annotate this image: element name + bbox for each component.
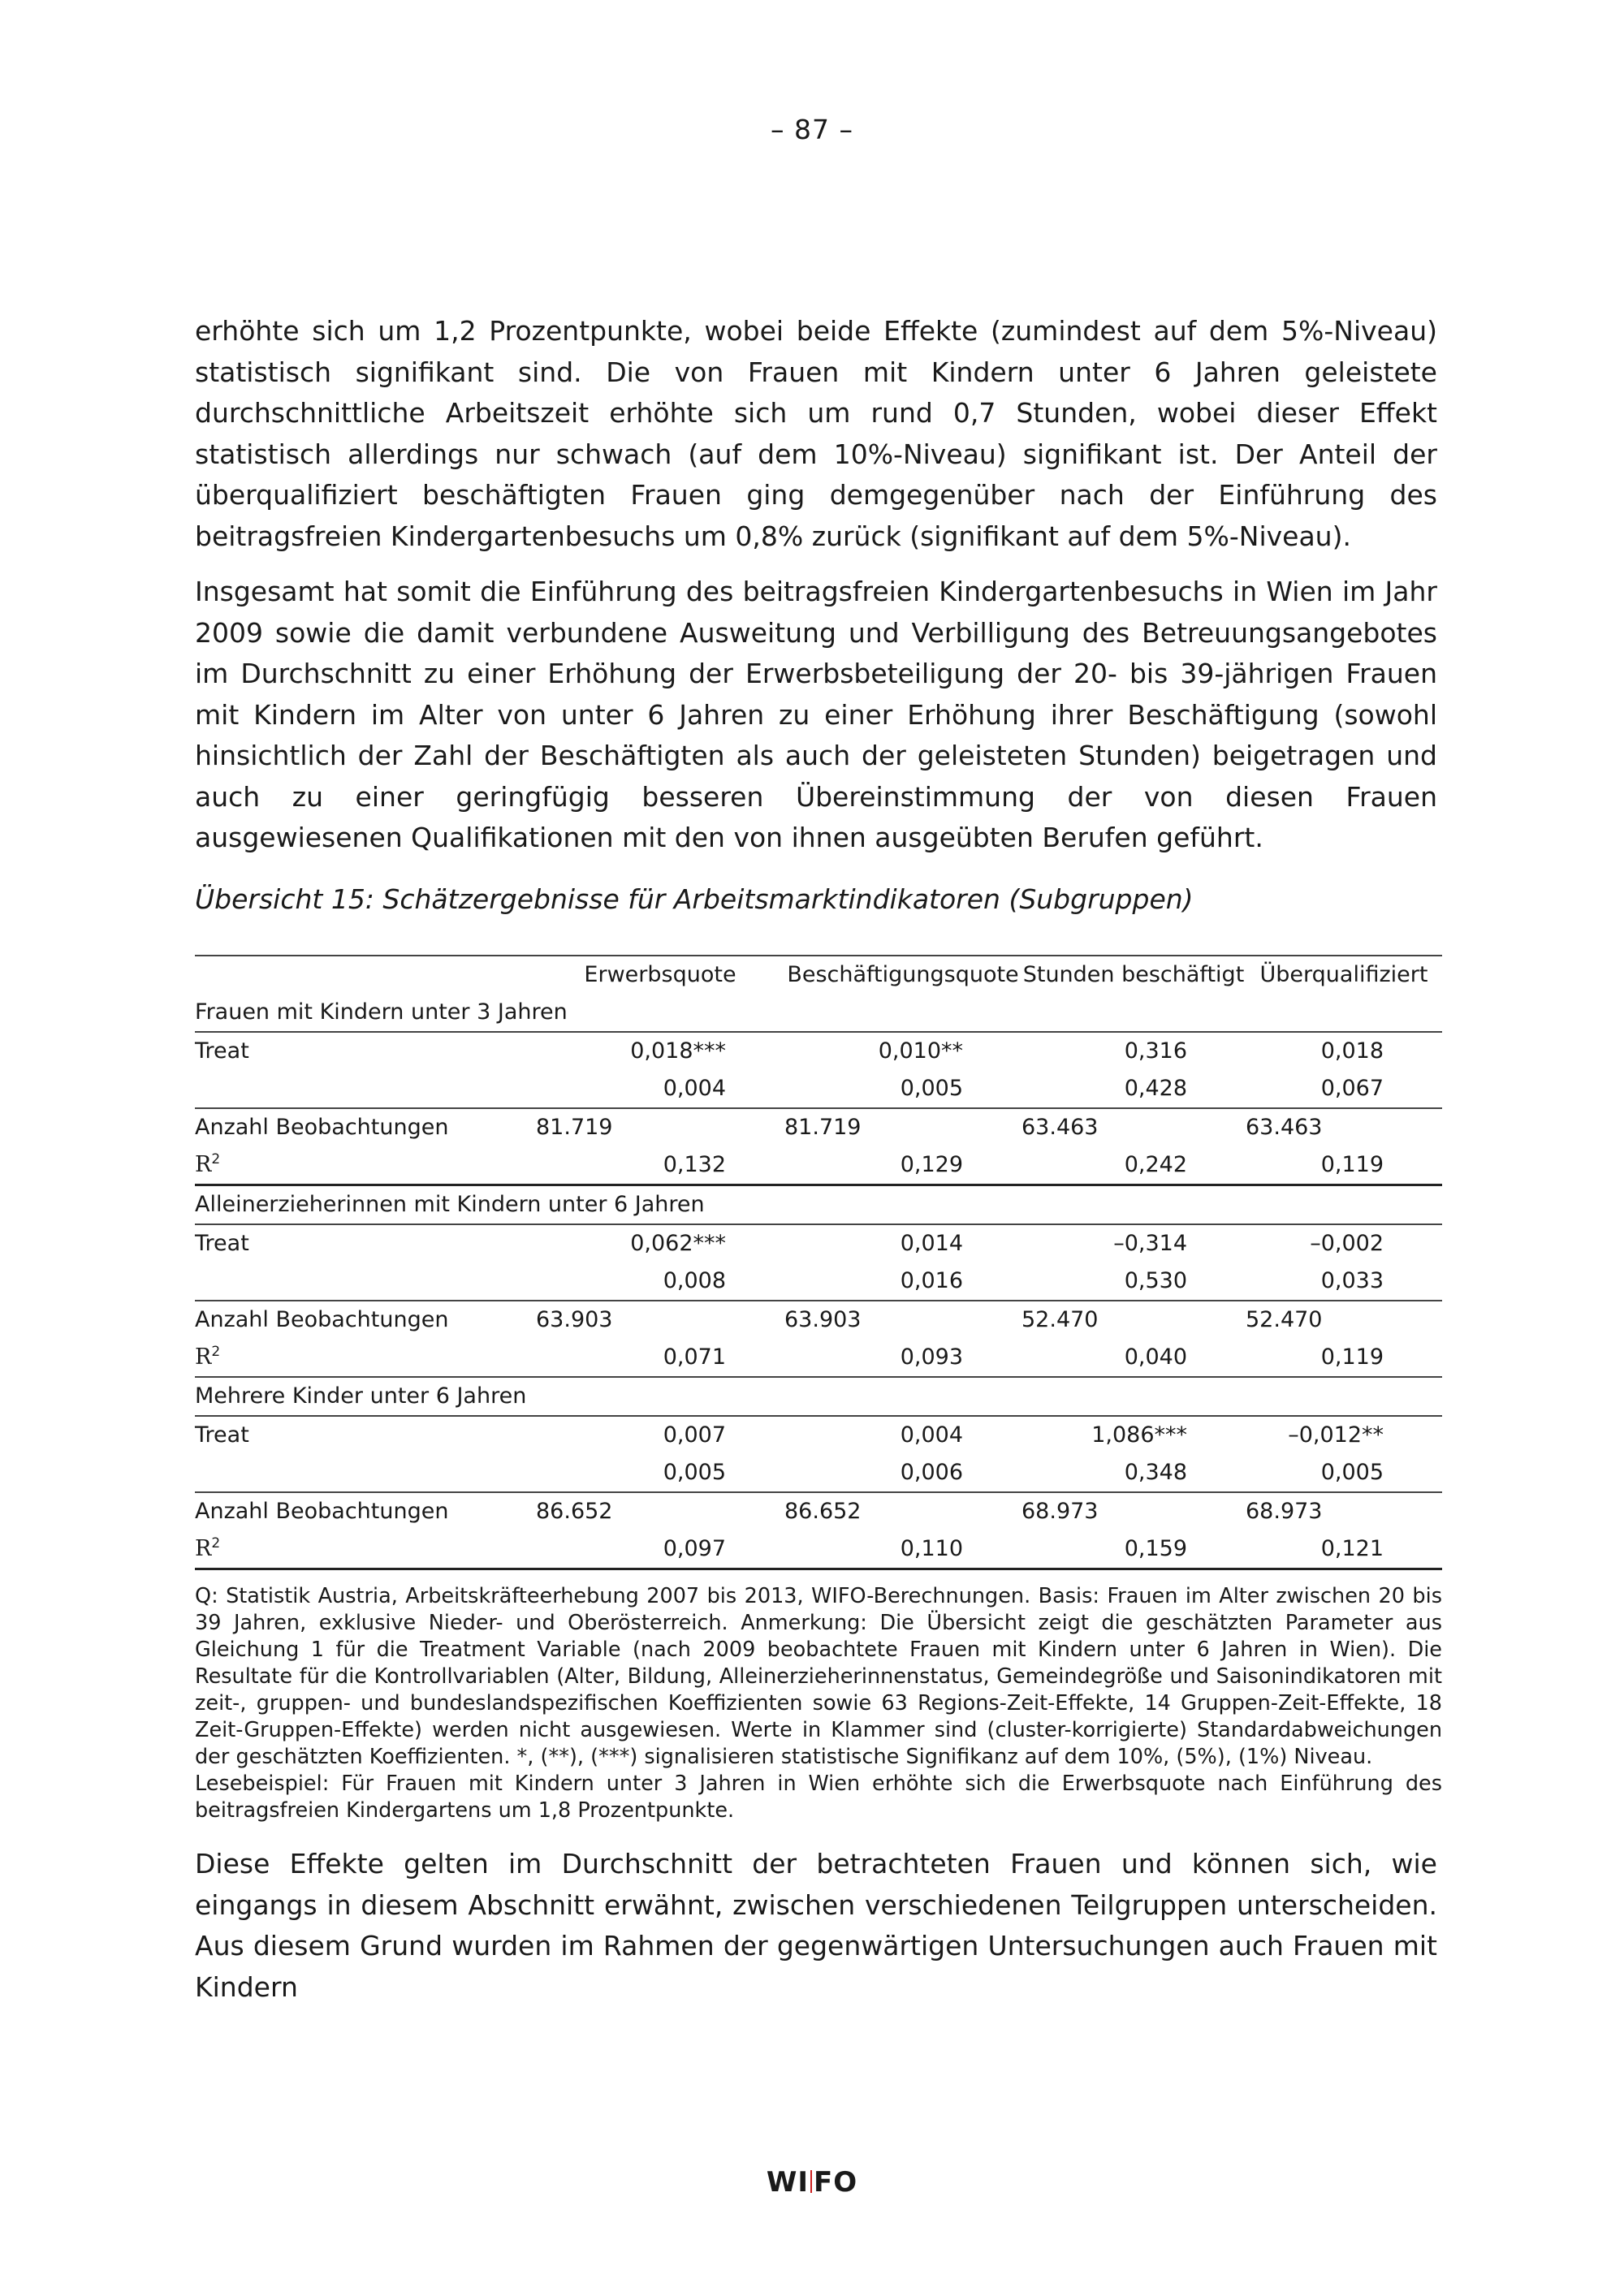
table-note-example: Lesebeispiel: Für Frauen mit Kindern unter 3 Jahren in Wien erhöhte sich die Erwerbsquote nach Einführung des beitragsfreien Kindergartens um 1,8 Prozentpunkte.	[195, 1772, 1442, 1823]
table-notes	[195, 1583, 1442, 1824]
table-cell: 0,018***	[630, 1038, 726, 1064]
group-title: Alleinerzieherinnen mit Kindern unter 6 Jahren	[195, 1185, 1442, 1225]
logo-right: FO	[814, 2166, 858, 2199]
r2-superscript: 2	[211, 1151, 221, 1167]
r2-label: R	[195, 1344, 212, 1370]
table-caption: Übersicht 15: Schätzergebnisse für Arbeitsmarktindikatoren (Subgruppen)	[195, 883, 1194, 915]
table-cell: 0,110	[784, 1530, 1021, 1569]
table-row	[195, 1301, 1442, 1339]
table-cell: 68.973	[1246, 1492, 1442, 1530]
table-cell: 63.463	[1021, 1108, 1246, 1146]
table-cell: 86.652	[536, 1492, 784, 1530]
table-cell: 0,121	[1246, 1530, 1442, 1569]
header-empty	[195, 956, 536, 994]
row-label	[195, 1070, 536, 1108]
table-row	[195, 1032, 1442, 1070]
row-label	[195, 1146, 536, 1185]
logo-left: WI	[766, 2166, 809, 2199]
r2-label: R	[195, 1152, 212, 1177]
table-cell: –0,002	[1310, 1231, 1384, 1256]
row-label: Anzahl Beobachtungen	[195, 1301, 536, 1339]
page-number: – 87 –	[771, 114, 853, 145]
header-ueberqualifiziert: Überqualifiziert	[1246, 956, 1442, 994]
group-title: Mehrere Kinder unter 6 Jahren	[195, 1377, 1442, 1416]
table-cell: 0,530	[1124, 1268, 1187, 1293]
results-table	[195, 955, 1442, 1570]
table-cell: 81.719	[784, 1108, 1021, 1146]
table-cell: 0,129	[784, 1146, 1021, 1185]
table-cell: –0,012**	[1288, 1422, 1384, 1448]
body-paragraph-3: Diese Effekte gelten im Durchschnitt der betrachteten Frauen und können sich, wie eingangs in diesem Abschnitt erwähnt, zwischen verschiedenen Teilgruppen unterscheiden. Aus diesem Grund wurden im Rahmen der gegenwärtigen Untersuchungen auch Frauen mit Kindern	[195, 1848, 1437, 2003]
table-cell: 0,428	[1124, 1076, 1187, 1101]
row-label: Treat	[195, 1231, 249, 1256]
table-cell: 0,005	[1320, 1460, 1384, 1485]
table-cell: 0,242	[1021, 1146, 1246, 1185]
results-table-container	[195, 955, 1442, 1570]
table-cell: 0,010**	[878, 1038, 963, 1064]
table-cell: 63.903	[784, 1301, 1021, 1339]
row-label	[195, 1262, 536, 1301]
table-cell: 0,062***	[630, 1231, 726, 1256]
table-cell: 81.719	[536, 1108, 784, 1146]
r2-label: R	[195, 1536, 212, 1561]
table-cell: 0,040	[1124, 1344, 1187, 1370]
table-cell: 0,132	[536, 1146, 784, 1185]
table-cell: 63.463	[1246, 1108, 1442, 1146]
row-label	[195, 1454, 536, 1492]
table-cell: 0,004	[663, 1076, 726, 1101]
table-cell: 52.470	[1246, 1301, 1442, 1339]
row-label: Treat	[195, 1422, 249, 1448]
group-title-row	[195, 1185, 1442, 1225]
table-row	[195, 1454, 1442, 1492]
table-cell: 0,093	[900, 1344, 963, 1370]
table-cell: 0,005	[900, 1076, 963, 1101]
table-cell: 0,008	[663, 1268, 726, 1293]
table-cell: 0,348	[1124, 1460, 1187, 1485]
table-row	[195, 1108, 1442, 1146]
table-cell: 0,159	[1021, 1530, 1246, 1569]
table-cell: 0,097	[536, 1530, 784, 1569]
row-label: Anzahl Beobachtungen	[195, 1108, 536, 1146]
table-row	[195, 1416, 1442, 1454]
row-label	[195, 1339, 536, 1377]
table-cell: 0,067	[1320, 1076, 1384, 1101]
table-row	[195, 1146, 1442, 1185]
table-row	[195, 1530, 1442, 1569]
table-cell: 0,006	[900, 1460, 963, 1485]
table-cell: 52.470	[1021, 1301, 1246, 1339]
header-stunden: Stunden beschäftigt	[1021, 956, 1246, 994]
table-cell: 0,119	[1246, 1146, 1442, 1185]
table-row	[195, 1339, 1442, 1377]
table-row	[195, 1262, 1442, 1301]
table-cell: 0,018	[1320, 1038, 1384, 1064]
row-label: Anzahl Beobachtungen	[195, 1492, 536, 1530]
row-label	[195, 1530, 536, 1569]
wifo-logo	[0, 2166, 1624, 2199]
r2-superscript: 2	[211, 1535, 221, 1552]
table-cell: 1,086***	[1091, 1422, 1187, 1448]
body-paragraph-2: Insgesamt hat somit die Einführung des beitragsfreien Kindergartenbesuchs in Wien im Jahr 2009 sowie die damit verbundene Ausweitung und Verbilligung des Betreuungsangebotes im Durchschnitt zu einer Erhöhung der Erwerbsbeteiligung der 20- bis 39-jährigen Frauen mit Kindern im Alter von unter 6 Jahren zu einer Erhöhung ihrer Beschäftigung (sowohl hinsichtlich der Zahl der Beschäftigten als auch der geleisteten Stunden) beigetragen und auch zu einer geringfügig besseren Übereinstimmung der von diesen Frauen ausgewiesenen Qualifikationen mit den von ihnen ausgeübten Berufen geführt.	[195, 576, 1437, 853]
table-cell: 0,033	[1320, 1268, 1384, 1293]
table-cell: 0,005	[663, 1460, 726, 1485]
table-cell: 0,007	[663, 1422, 726, 1448]
table-row	[195, 1224, 1442, 1262]
table-note-source: Q: Statistik Austria, Arbeitskräfteerhebung 2007 bis 2013, WIFO-Berechnungen. Basis: Frauen im Alter zwischen 20 bis 39 Jahren, exklusive Nieder- und Oberösterreich. Anmerkung: Die Übersicht zeigt die geschätzten Parameter aus Gleichung 1 für die Treatment Variable (nach 2009 beobachtete Frauen mit Kindern unter 6 Jahren in Wien). Die Resultate für die Kontrollvariablen (Alter, Bildung, Alleinerzieherinnenstatus, Gemeindegröße und Saisonindikatoren mit zeit-, gruppen- und bundeslandspezifischen Koeffizienten sowie 63 Regions-Zeit-Effekte, 14 Gruppen-Zeit-Effekte, 18 Zeit-Gruppen-Effekte) werden nicht ausgewiesen. Werte in Klammer sind (cluster-korrigierte) Standardabweichungen der geschätzten Koeffizienten. *, (**), (***) signalisieren statistische Signifikanz auf dem 10%, (5%), (1%) Niveau.	[195, 1584, 1442, 1769]
header-erwerbsquote: Erwerbsquote	[536, 956, 784, 994]
table-row	[195, 1492, 1442, 1530]
body-paragraph-1: erhöhte sich um 1,2 Prozentpunkte, wobei beide Effekte (zumindest auf dem 5%-Niveau) statistisch signifikant sind. Die von Frauen mit Kindern unter 6 Jahren geleistete durchschnittliche Arbeitszeit erhöhte sich um rund 0,7 Stunden, wobei dieser Effekt statistisch allerdings nur schwach (auf dem 10%-Niveau) signifikant ist. Der Anteil der überqualifiziert beschäftigten Frauen ging demgegenüber nach der Einführung des beitragsfreien Kindergartenbesuchs um 0,8% zurück (signifikant auf dem 5%-Niveau).	[195, 315, 1437, 552]
table-cell: 63.903	[536, 1301, 784, 1339]
group-title-row	[195, 1377, 1442, 1416]
table-cell: 68.973	[1021, 1492, 1246, 1530]
r2-superscript: 2	[211, 1344, 221, 1360]
table-cell: 0,316	[1124, 1038, 1187, 1064]
table-cell: 0,004	[900, 1422, 963, 1448]
group-title: Frauen mit Kindern unter 3 Jahren	[195, 994, 1442, 1032]
table-cell: 86.652	[784, 1492, 1021, 1530]
header-beschaeftigungsquote: Beschäftigungsquote	[784, 956, 1021, 994]
table-cell: 0,071	[663, 1344, 726, 1370]
table-cell: –0,314	[1113, 1231, 1187, 1256]
table-row	[195, 1070, 1442, 1108]
group-title-row	[195, 994, 1442, 1032]
table-cell: 0,014	[900, 1231, 963, 1256]
table-cell: 0,016	[900, 1268, 963, 1293]
logo-divider	[810, 2170, 812, 2193]
row-label: Treat	[195, 1038, 249, 1064]
table-header-row	[195, 956, 1442, 994]
table-cell: 0,119	[1320, 1344, 1384, 1370]
